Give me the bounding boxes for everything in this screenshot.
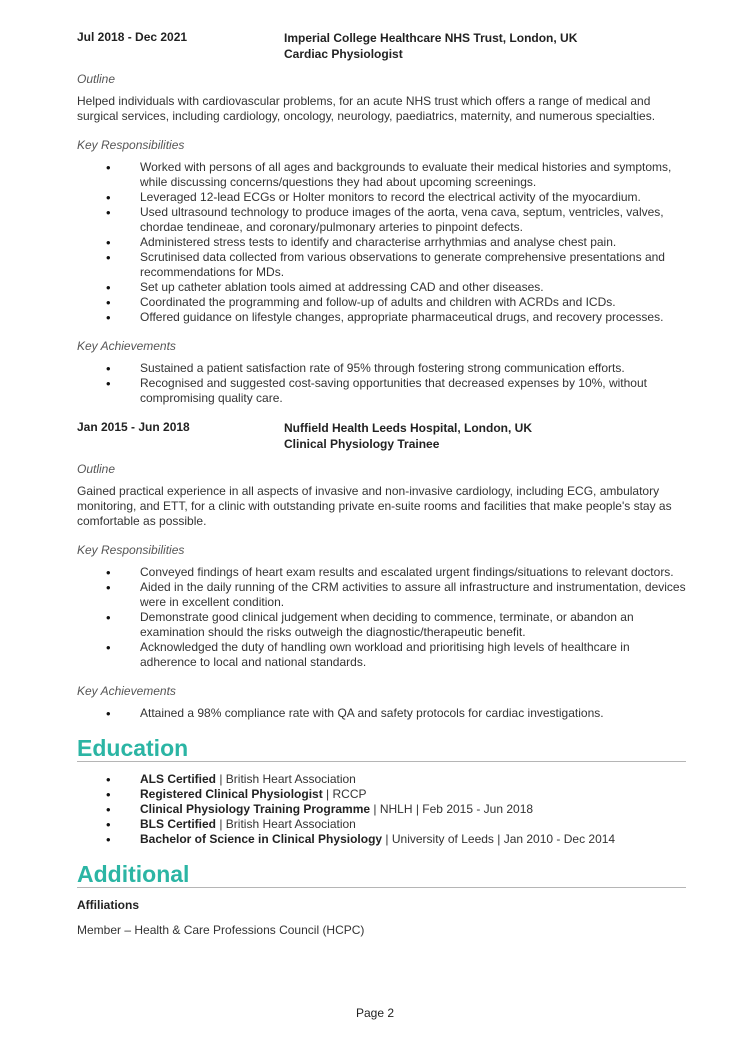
list-item-text: Set up catheter ablation tools aimed at addressing CAD and other diseases. bbox=[140, 280, 544, 294]
achievements-label: Key Achievements bbox=[77, 684, 176, 698]
bullet-icon: • bbox=[106, 376, 111, 391]
list-item bbox=[77, 565, 686, 580]
bullet-icon: • bbox=[106, 772, 111, 787]
bullet-icon: • bbox=[106, 565, 111, 580]
education-name: Registered Clinical Physiologist bbox=[140, 787, 323, 801]
bullet-icon: • bbox=[106, 295, 111, 310]
bullet-icon: • bbox=[106, 310, 111, 325]
list-item bbox=[77, 772, 686, 787]
bullet-icon: • bbox=[106, 802, 111, 817]
page-number: Page 2 bbox=[355, 1006, 395, 1020]
bullet-icon: • bbox=[106, 235, 111, 250]
job-header bbox=[77, 420, 686, 452]
job-employer: Imperial College Healthcare NHS Trust, London, UK bbox=[284, 31, 578, 45]
job-header bbox=[77, 30, 686, 62]
bullet-icon: • bbox=[106, 787, 111, 802]
education-detail: | British Heart Association bbox=[216, 817, 356, 831]
list-item bbox=[77, 802, 686, 817]
bullet-icon: • bbox=[106, 832, 111, 847]
list-item bbox=[77, 706, 686, 721]
education-detail: | University of Leeds | Jan 2010 - Dec 2014 bbox=[382, 832, 616, 846]
affiliation-text: Member – Health & Care Professions Council (HCPC) bbox=[77, 923, 365, 937]
list-item bbox=[77, 280, 686, 295]
education-list bbox=[77, 772, 686, 847]
job-title: Clinical Physiology Trainee bbox=[284, 437, 440, 451]
bullet-icon: • bbox=[106, 205, 111, 220]
bullet-icon: • bbox=[106, 580, 111, 595]
outline-label: Outline bbox=[77, 72, 116, 86]
list-item bbox=[77, 205, 686, 235]
list-item-text: Offered guidance on lifestyle changes, appropriate pharmaceutical drugs, and recovery processes. bbox=[140, 310, 664, 324]
achievements-label: Key Achievements bbox=[77, 339, 176, 353]
list-item-text: Used ultrasound technology to produce images of the aorta, vena cava, septum, ventricles, valves, chordae tendineae, and coronary/pulmonary arteries to pinpoint defects. bbox=[140, 205, 664, 234]
achievements-list bbox=[77, 361, 686, 406]
job-title: Cardiac Physiologist bbox=[284, 47, 403, 61]
job-employer: Nuffield Health Leeds Hospital, London, UK bbox=[284, 421, 533, 435]
responsibilities-label: Key Responsibilities bbox=[77, 543, 185, 557]
list-item bbox=[77, 832, 686, 847]
job-org-block bbox=[284, 30, 577, 62]
bullet-icon: • bbox=[106, 706, 111, 721]
resume-page-2 bbox=[77, 30, 686, 938]
bullet-icon: • bbox=[106, 160, 111, 175]
bullet-icon: • bbox=[106, 190, 111, 205]
bullet-icon: • bbox=[106, 817, 111, 832]
list-item bbox=[77, 817, 686, 832]
list-item-text: Demonstrate good clinical judgement when deciding to commence, terminate, or abandon an examination should the risks outweigh the diagnostic/therapeutic benefit. bbox=[140, 610, 634, 639]
bullet-icon: • bbox=[106, 361, 111, 376]
affiliations-label: Affiliations bbox=[77, 898, 139, 912]
list-item bbox=[77, 295, 686, 310]
bullet-icon: • bbox=[106, 250, 111, 265]
responsibilities-list bbox=[77, 565, 686, 670]
list-item-text: Leveraged 12-lead ECGs or Holter monitors to record the electrical activity of the myocardium. bbox=[140, 190, 641, 204]
list-item-text: Aided in the daily running of the CRM activities to assure all infrastructure and instrumentation, devices were in excellent condition. bbox=[140, 580, 686, 609]
list-item bbox=[77, 610, 686, 640]
job-entry bbox=[77, 420, 686, 721]
job-dates: Jul 2018 - Dec 2021 bbox=[77, 30, 188, 44]
list-item-text: Conveyed findings of heart exam results and escalated urgent findings/situations to relevant doctors. bbox=[140, 565, 674, 579]
bullet-icon: • bbox=[106, 280, 111, 295]
list-item-text: Recognised and suggested cost-saving opportunities that decreased expenses by 10%, without compromising quality care. bbox=[140, 376, 647, 405]
bullet-icon: • bbox=[106, 640, 111, 655]
list-item-text: Coordinated the programming and follow-up of adults and children with ACRDs and ICDs. bbox=[140, 295, 616, 309]
list-item bbox=[77, 250, 686, 280]
job-outline: Helped individuals with cardiovascular problems, for an acute NHS trust which offers a range of medical and surgical services, including cardiology, oncology, neurology, paediatrics, maternity, and numerous specialties. bbox=[77, 94, 656, 123]
list-item bbox=[77, 376, 686, 406]
education-name: ALS Certified bbox=[140, 772, 217, 786]
list-item bbox=[77, 787, 686, 802]
list-item-text: Scrutinised data collected from various observations to generate comprehensive presentations and recommendations for MDs. bbox=[140, 250, 665, 279]
list-item-text: Attained a 98% compliance rate with QA and safety protocols for cardiac investigations. bbox=[140, 706, 604, 720]
job-outline: Gained practical experience in all aspects of invasive and non-invasive cardiology, including ECG, ambulatory monitoring, and ETT, for a clinic with outstanding private en-suite rooms and facilities that make people's stay as comfortable as possible. bbox=[77, 484, 672, 528]
job-org-block bbox=[284, 420, 532, 452]
responsibilities-list bbox=[77, 160, 686, 325]
job-dates: Jan 2015 - Jun 2018 bbox=[77, 420, 190, 434]
education-detail: | British Heart Association bbox=[216, 772, 356, 786]
list-item bbox=[77, 160, 686, 190]
education-name: BLS Certified bbox=[140, 817, 217, 831]
education-detail: | NHLH | Feb 2015 - Jun 2018 bbox=[370, 802, 534, 816]
list-item-text: Administered stress tests to identify and characterise arrhythmias and analyse chest pain. bbox=[140, 235, 617, 249]
additional-heading: Additional bbox=[77, 861, 686, 888]
education-heading: Education bbox=[77, 735, 686, 762]
list-item bbox=[77, 190, 686, 205]
list-item-text: Worked with persons of all ages and backgrounds to evaluate their medical histories and symptoms, while discussing concerns/questions they had about upcoming screenings. bbox=[140, 160, 672, 189]
list-item bbox=[77, 310, 686, 325]
outline-label: Outline bbox=[77, 462, 116, 476]
achievements-list bbox=[77, 706, 686, 721]
responsibilities-label: Key Responsibilities bbox=[77, 138, 185, 152]
bullet-icon: • bbox=[106, 610, 111, 625]
list-item-text: Acknowledged the duty of handling own workload and prioritising high levels of healthcare in adherence to local and national standards. bbox=[140, 640, 630, 669]
list-item bbox=[77, 235, 686, 250]
education-name: Bachelor of Science in Clinical Physiology bbox=[140, 832, 383, 846]
job-entry bbox=[77, 30, 686, 406]
education-name: Clinical Physiology Training Programme bbox=[140, 802, 371, 816]
education-detail: | RCCP bbox=[322, 787, 367, 801]
list-item bbox=[77, 580, 686, 610]
list-item bbox=[77, 361, 686, 376]
list-item-text: Sustained a patient satisfaction rate of 95% through fostering strong communication efforts. bbox=[140, 361, 625, 375]
list-item bbox=[77, 640, 686, 670]
